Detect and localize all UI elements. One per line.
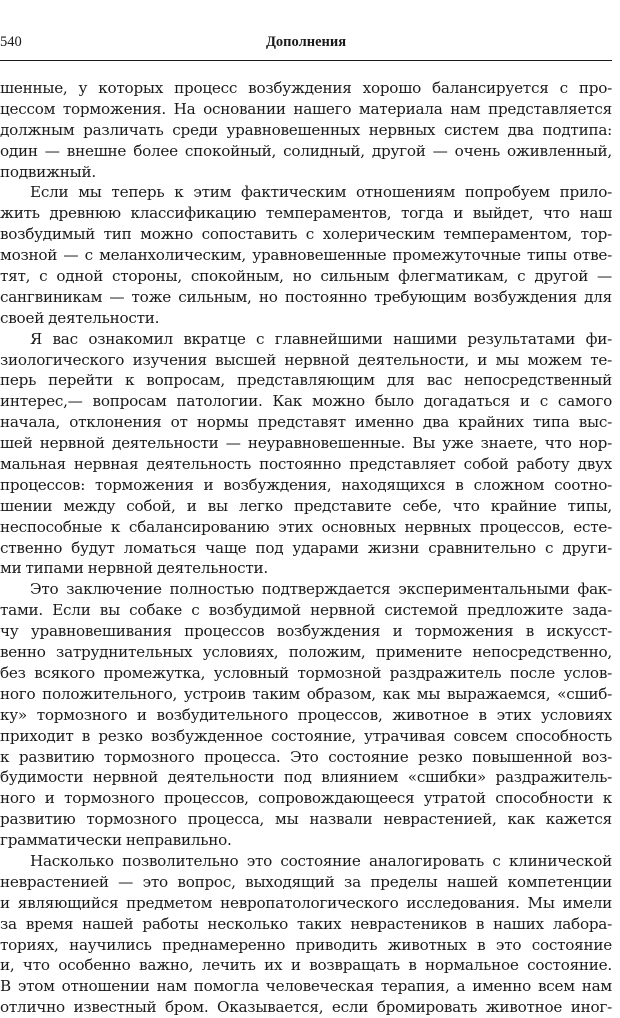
paragraph xyxy=(0,182,612,328)
running-title: Дополнения xyxy=(265,34,347,50)
text-line: тят, с одной стороны, спокойным, но сильным флегматикам, с другой — xyxy=(0,267,612,286)
text-line: один — внешне более спокойный, солидный, другой — очень оживленный, xyxy=(0,141,612,160)
text-line: интерес,— вопросам патологии. Как можно было догадаться и с самого xyxy=(0,392,612,411)
text-line: зиологического изучения высшей нервной деятельности, и мы можем те- xyxy=(0,350,612,369)
text-line: ми типами нервной деятельности. xyxy=(0,559,268,578)
text-line: мозной — с меланхолическим, уравновешенные промежуточные типы отве- xyxy=(0,246,612,265)
text-line: В этом отношении нам помогла человеческая терапия, а именно всем нам xyxy=(0,977,612,996)
paragraph xyxy=(0,329,612,580)
paragraph xyxy=(0,851,612,1018)
text-line: ственно будут ломаться чаще под ударами жизни сравнительно с други- xyxy=(0,538,612,557)
paragraph xyxy=(0,579,612,851)
page-header xyxy=(0,30,612,54)
text-line: тами. Если вы собаке с возбудимой нервной системой предложите зада- xyxy=(0,601,612,620)
text-line: ного положительного, устроив таким образом, как мы выражаемся, «сшиб- xyxy=(0,684,612,703)
text-line: процессов: торможения и возбуждения, находящихся в сложном соотно- xyxy=(0,475,612,494)
text-line: начала, отклонения от нормы представят именно два крайних типа выс- xyxy=(0,413,612,432)
text-line: развитию тормозного процесса, мы назвали неврастенией, как кажется xyxy=(0,810,612,829)
text-line: жить древнюю классификацию темпераментов, тогда и выйдет, что наш xyxy=(0,204,612,223)
text-line: неврастенией — это вопрос, выходящий за пределы нашей компетенции xyxy=(0,872,612,891)
text-line: Это заключение полностью подтверждается экспериментальными фак- xyxy=(30,580,612,599)
text-line: подвижный. xyxy=(0,162,96,181)
text-line: перь перейти к вопросам, представляющим для вас непосредственный xyxy=(0,371,612,390)
text-line: шении между собой, и вы легко представите себе, что крайние типы, xyxy=(0,496,612,515)
text-line: Я вас ознакомил вкратце с главнейшими нашими результатами фи- xyxy=(30,329,612,348)
text-line: грамматически неправильно. xyxy=(0,831,232,850)
text-line: ку» тормозного и возбудительного процессов, животное в этих условиях xyxy=(0,705,612,724)
text-line: мальная нервная деятельность постоянно представляет собой работу двух xyxy=(0,455,612,474)
text-line: будимости нервной деятельности под влиянием «сшибки» раздражитель- xyxy=(0,768,612,787)
text-line: без всякого промежутка, условный тормозной раздражитель после услов- xyxy=(0,663,612,682)
text-line: ториях, научились преднамеренно приводить животных в это состояние xyxy=(0,935,612,954)
text-line: и, что особенно важно, лечить их и возвращать в нормальное состояние. xyxy=(0,956,612,975)
paragraph xyxy=(0,78,612,182)
text-line: отлично известный бром. Оказывается, если бромировать животное иног- xyxy=(0,998,612,1017)
text-line: сангвиникам — тоже сильным, но постоянно требующим возбуждения для xyxy=(0,287,612,306)
text-line: ного и тормозного процессов, сопровождающееся утратой способности к xyxy=(0,789,612,808)
text-line: за время нашей работы несколько таких неврастеников в наших лабора- xyxy=(0,914,612,933)
text-line: и являющийся предметом невропатологического исследования. Мы имели xyxy=(0,893,612,912)
text-line: своей деятельности. xyxy=(0,308,160,327)
text-line: к развитию тормозного процесса. Это состояние резко повышенной воз- xyxy=(0,747,612,766)
text-line: шенные, у которых процесс возбуждения хорошо балансируется с про- xyxy=(0,79,612,97)
text-line: Если мы теперь к этим фактическим отношениям попробуем прило- xyxy=(30,183,612,202)
text-line: цессом торможения. На основании нашего материала нам представляется xyxy=(0,99,612,118)
page-number: 540 xyxy=(0,34,22,50)
header-rule xyxy=(0,60,612,61)
text-line: возбудимый тип можно сопоставить с холерическим темпераментом, тор- xyxy=(0,225,612,244)
text-line: венно затруднительных условиях, положим, примените непосредственно, xyxy=(0,643,612,662)
text-line: неспособные к сбалансированию этих основных нервных процессов, есте- xyxy=(0,517,612,536)
text-line: Насколько позволительно это состояние аналогировать с клинической xyxy=(30,851,612,870)
text-line: чу уравновешивания процессов возбуждения и торможения в искусст- xyxy=(0,622,612,641)
text-line: должным различать среди уравновешенных нервных систем два подтипа: xyxy=(0,120,612,139)
text-line: приходит в резко возбужденное состояние, утрачивая совсем способность xyxy=(0,726,612,745)
body-text xyxy=(0,78,612,1018)
text-line: шей нервной деятельности — неуравновешенные. Вы уже знаете, что нор- xyxy=(0,434,612,453)
